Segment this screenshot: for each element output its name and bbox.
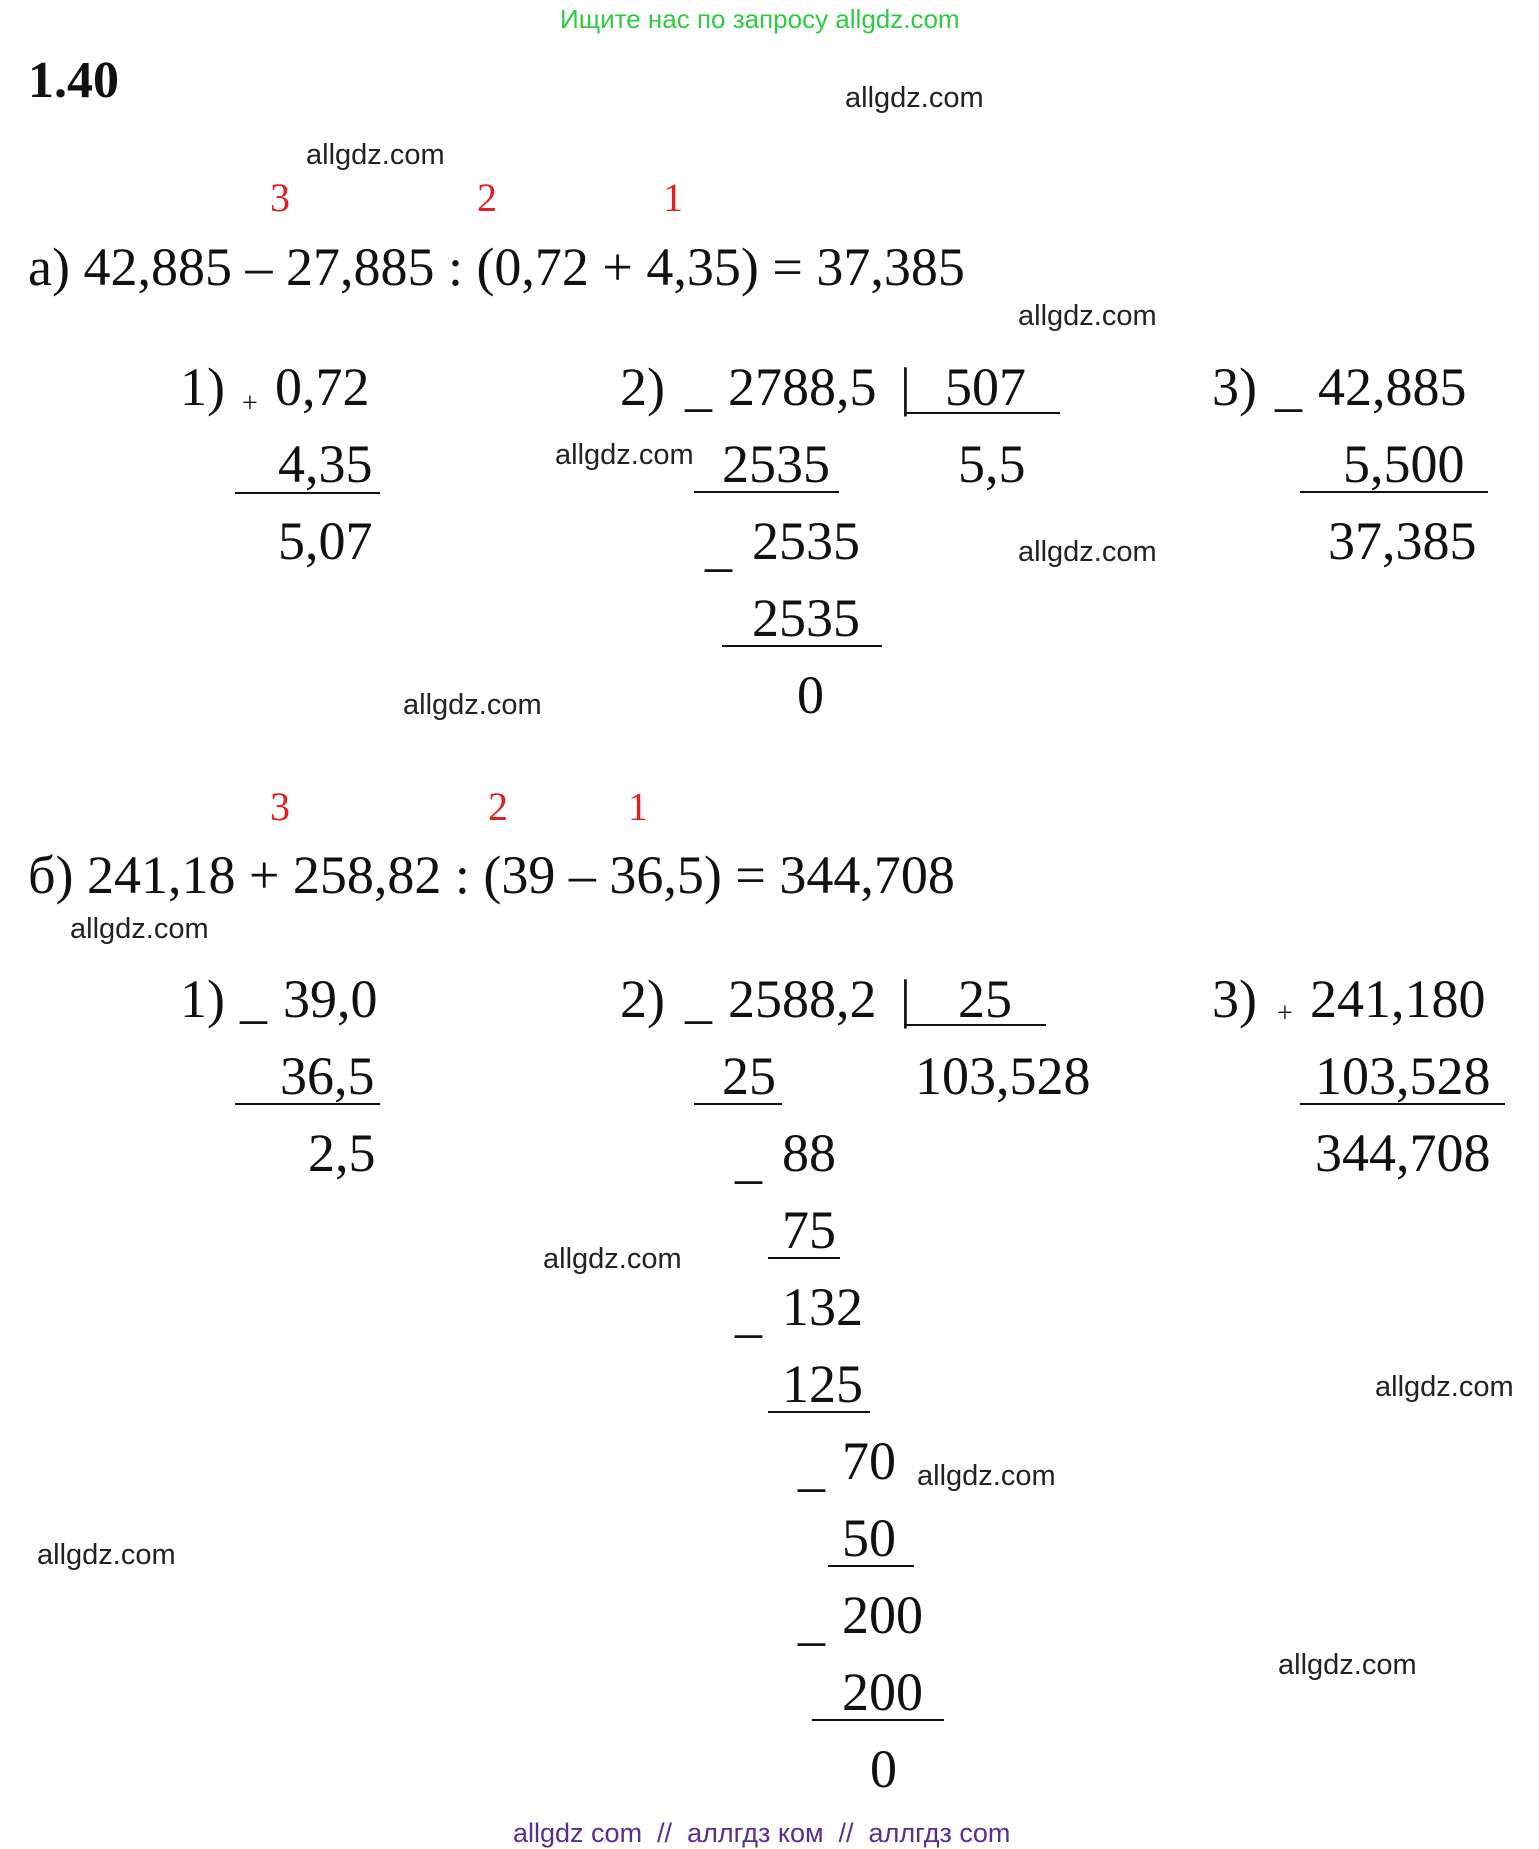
sum-result: 344,708 xyxy=(1315,1123,1491,1183)
division-row: 2535 xyxy=(752,588,860,648)
division-row: 200 xyxy=(842,1585,923,1645)
addend-bottom: 4,35 xyxy=(278,434,373,494)
minus-sign: _ xyxy=(1275,357,1302,417)
division-row: 132 xyxy=(782,1277,863,1337)
quotient: 103,528 xyxy=(915,1046,1091,1106)
division-row: 88 xyxy=(782,1123,836,1183)
difference-result: 37,385 xyxy=(1328,511,1477,571)
division-remainder: 0 xyxy=(870,1739,897,1799)
footer-links[interactable]: allgdz com // аллгдз ком // аллгдз com xyxy=(513,1818,1011,1848)
plus-sign: + xyxy=(1277,998,1293,1029)
watermark: allgdz.com xyxy=(1018,300,1157,332)
minus-sign: _ xyxy=(735,1129,762,1189)
order-mark: 3 xyxy=(270,175,290,220)
division-bar: | xyxy=(900,357,911,417)
watermark: allgdz.com xyxy=(917,1460,1056,1492)
minuend: 42,885 xyxy=(1318,357,1467,417)
dividend: 2788,5 xyxy=(728,357,877,417)
watermark: allgdz.com xyxy=(543,1243,682,1275)
dividend: 2588,2 xyxy=(728,969,877,1029)
top-note[interactable]: Ищите нас по запросу allgdz.com xyxy=(560,4,960,34)
order-mark: 3 xyxy=(270,784,290,829)
addend-top: 0,72 xyxy=(275,357,370,417)
division-remainder: 0 xyxy=(797,665,824,725)
division-bar: | xyxy=(900,969,911,1029)
division-row: 70 xyxy=(842,1431,896,1491)
division-row: 50 xyxy=(842,1508,896,1568)
watermark: allgdz.com xyxy=(37,1539,176,1571)
minuend: 39,0 xyxy=(283,969,378,1029)
quotient: 5,5 xyxy=(958,434,1026,494)
watermark: allgdz.com xyxy=(845,82,984,114)
minus-sign: _ xyxy=(735,1283,762,1343)
step-label: 1) xyxy=(180,969,225,1029)
division-row: 125 xyxy=(782,1354,863,1414)
equation-a: а) 42,885 – 27,885 : (0,72 + 4,35) = 37,385 xyxy=(28,237,965,297)
minus-sign: _ xyxy=(705,517,732,577)
order-mark: 2 xyxy=(488,784,508,829)
watermark: allgdz.com xyxy=(70,913,209,945)
minus-sign: _ xyxy=(798,1437,825,1497)
step-label: 2) xyxy=(620,969,665,1029)
minus-sign: _ xyxy=(798,1591,825,1651)
step-label: 1) xyxy=(180,357,225,417)
addend-bottom: 103,528 xyxy=(1315,1046,1491,1106)
division-row: 75 xyxy=(782,1200,836,1260)
division-row: 25 xyxy=(722,1046,776,1106)
division-row: 2535 xyxy=(752,511,860,571)
order-mark: 1 xyxy=(663,175,683,220)
minus-sign: _ xyxy=(240,969,267,1029)
divisor: 25 xyxy=(958,969,1012,1029)
equation-b: б) 241,18 + 258,82 : (39 – 36,5) = 344,708 xyxy=(28,845,955,905)
watermark: allgdz.com xyxy=(306,139,445,171)
minus-sign: _ xyxy=(685,357,712,417)
minus-sign: _ xyxy=(685,969,712,1029)
subtrahend: 5,500 xyxy=(1343,434,1465,494)
order-mark: 1 xyxy=(628,784,648,829)
watermark: allgdz.com xyxy=(555,439,694,471)
division-row: 200 xyxy=(842,1662,923,1722)
division-row: 2535 xyxy=(722,434,830,494)
watermark: allgdz.com xyxy=(1018,536,1157,568)
step-label: 2) xyxy=(620,357,665,417)
watermark: allgdz.com xyxy=(403,689,542,721)
step-label: 3) xyxy=(1212,357,1257,417)
sum-result: 5,07 xyxy=(278,511,373,571)
subtrahend: 36,5 xyxy=(280,1046,375,1106)
divisor: 507 xyxy=(945,357,1026,417)
step-label: 3) xyxy=(1212,969,1257,1029)
problem-number: 1.40 xyxy=(28,52,119,109)
addend-top: 241,180 xyxy=(1310,969,1486,1029)
watermark: allgdz.com xyxy=(1278,1649,1417,1681)
watermark: allgdz.com xyxy=(1375,1371,1514,1403)
order-mark: 2 xyxy=(477,175,497,220)
difference-result: 2,5 xyxy=(308,1123,376,1183)
plus-sign: + xyxy=(242,388,258,419)
